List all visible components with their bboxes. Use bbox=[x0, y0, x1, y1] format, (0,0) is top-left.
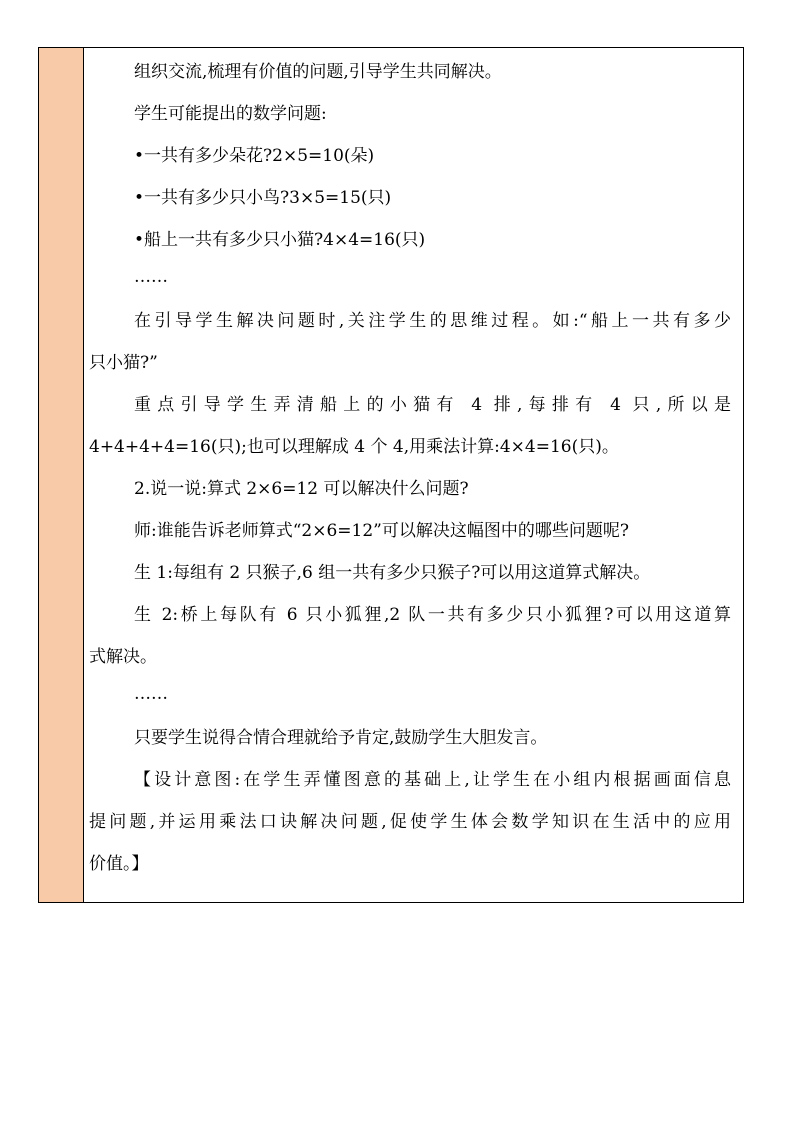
teacher-question: 师:谁能告诉老师算式“2×6=12”可以解决这幅图中的哪些问题呢? bbox=[134, 521, 629, 541]
left-shaded-column bbox=[39, 48, 84, 902]
section-say-heading: 2.说一说:算式 2×6=12 可以解决什么问题? bbox=[134, 479, 469, 499]
bullet-birds-question: •一共有多少只小鸟?3×5=15(只) bbox=[134, 188, 392, 208]
lesson-content-cell bbox=[84, 48, 743, 902]
design-intent-end: 价值。】 bbox=[89, 854, 149, 874]
student-1-answer: 生 1:每组有 2 只猴子,6 组一共有多少只猴子?可以用这道算式解决。 bbox=[134, 563, 651, 583]
bullet-cats-question: •船上一共有多少只小猫?4×4=16(只) bbox=[134, 230, 426, 250]
student-2-answer: 生 2:桥上每队有 6 只小狐狸,2 队一共有多少只小狐狸?可以用这道算 bbox=[134, 605, 731, 625]
paragraph-affirm-students: 只要学生说得合情合理就给予肯定,鼓励学生大胆发言。 bbox=[134, 728, 548, 748]
bullet-flowers-question: •一共有多少朵花?2×5=10(朵) bbox=[134, 146, 375, 166]
paragraph-thinking-process-cont: 只小猫?” bbox=[89, 353, 158, 373]
paragraph-possible-questions-heading: 学生可能提出的数学问题: bbox=[134, 104, 327, 124]
student-2-answer-cont: 式解决。 bbox=[89, 647, 157, 667]
paragraph-organize-discussion: 组织交流,梳理有价值的问题,引导学生共同解决。 bbox=[134, 62, 502, 82]
ellipsis-2: …… bbox=[134, 684, 168, 704]
paragraph-thinking-process: 在引导学生解决问题时,关注学生的思维过程。如:“船上一共有多少 bbox=[134, 311, 731, 331]
design-intent: 【设计意图:在学生弄懂图意的基础上,让学生在小组内根据画面信息 bbox=[134, 770, 731, 790]
lesson-table bbox=[38, 47, 744, 903]
design-intent-cont: 提问题,并运用乘法口诀解决问题,促使学生体会数学知识在生活中的应用 bbox=[89, 812, 731, 832]
paragraph-cats-rows-cont: 4+4+4+4=16(只);也可以理解成 4 个 4,用乘法计算:4×4=16(只)。 bbox=[89, 437, 619, 457]
ellipsis-1: …… bbox=[134, 267, 168, 287]
paragraph-cats-rows: 重点引导学生弄清船上的小猫有 4 排,每排有 4 只,所以是 bbox=[134, 395, 731, 415]
